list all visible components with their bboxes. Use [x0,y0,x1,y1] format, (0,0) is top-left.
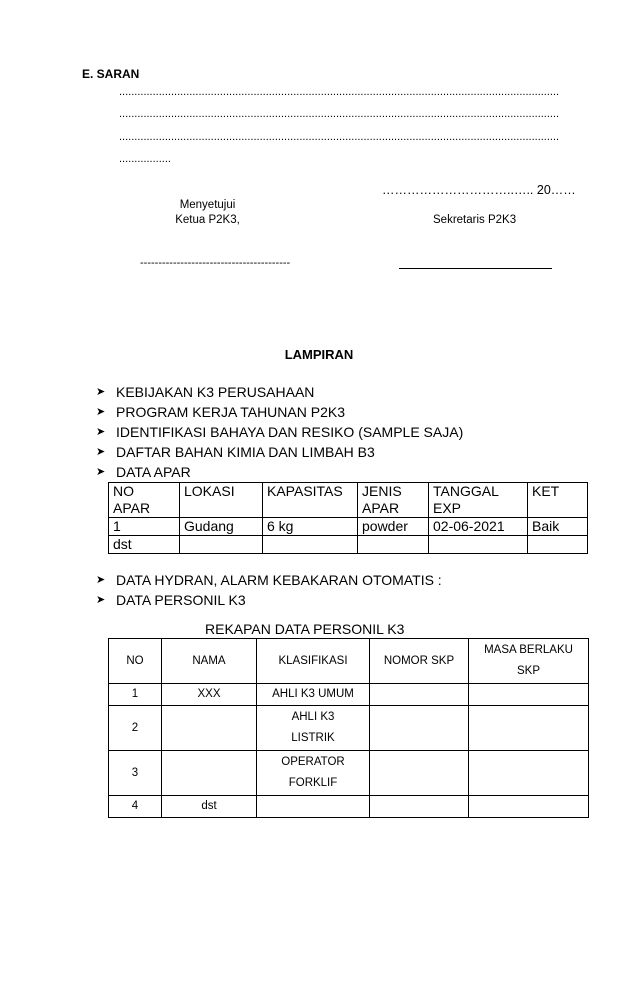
lampiran-list-bottom [96,570,442,610]
list-item: ➤ KEBIJAKAN K3 PERUSAHAAN [96,384,315,400]
table-row: 4 dst [109,796,589,818]
personil-table [108,638,589,818]
date-line: …………………………..….. 20…… [382,183,576,197]
arrow-bullet-icon: ➤ [96,574,106,586]
approve-label: Menyetujui [179,199,236,211]
signature-underline [399,268,552,269]
table-row: 1 Gudang 6 kg powder 02-06-2021 Baik [109,518,588,536]
header-cell: NO APAR [109,483,180,518]
header-cell: KAPASITAS [263,483,358,518]
header-cell: JENIS APAR [358,483,429,518]
table-row: 2 AHLI K3 LISTRIK [109,706,589,751]
header-cell: MASA BERLAKU SKP [469,639,589,684]
approval-block [120,198,295,228]
table-row: dst [109,536,588,554]
section-title-saran: E. SARAN [82,67,140,81]
arrow-bullet-icon: ➤ [96,594,106,606]
dotted-line-3: ................................................................................................................................................ [119,131,560,143]
table-row: 3 OPERATOR FORKLIF [109,751,589,796]
header-cell: LOKASI [180,483,263,518]
header-cell: KET [528,483,588,518]
secretary-label: Sekretaris P2K3 [433,214,517,226]
dotted-line-1: ................................................................................................................................................ [119,86,560,98]
list-item: ➤ DATA PERSONIL K3 [96,592,246,608]
dotted-line-4: ................. [119,153,171,165]
arrow-bullet-icon: ➤ [96,386,106,398]
arrow-bullet-icon: ➤ [96,466,106,478]
dotted-line-2: ................................................................................................................................................ [119,108,560,120]
table-header-row: NO NAMA KLASIFIKASI NOMOR SKP MASA BERLAKU SKP [109,639,589,684]
list-item: ➤ DATA HYDRAN, ALARM KEBAKARAN OTOMATIS : [96,572,442,588]
table-header-row [109,483,588,518]
arrow-bullet-icon: ➤ [96,446,106,458]
apar-table [108,482,588,554]
header-cell: TANGGAL EXP [429,483,528,518]
lampiran-title: LAMPIRAN [284,347,354,362]
personil-table-title: REKAPAN DATA PERSONIL K3 [205,621,405,637]
list-item: ➤ PROGRAM KERJA TAHUNAN P2K3 [96,404,345,420]
list-item: ➤ IDENTIFIKASI BAHAYA DAN RESIKO (SAMPLE SAJA) [96,424,464,440]
signature-dash-line: ----------------------------------------- [140,257,291,269]
list-item: ➤ DAFTAR BAHAN KIMIA DAN LIMBAH B3 [96,444,375,460]
approve-role: Ketua P2K3, [175,214,240,226]
lampiran-list-top [96,382,463,482]
list-item: ➤ DATA APAR [96,464,191,480]
arrow-bullet-icon: ➤ [96,406,106,418]
table-row: 1 XXX AHLI K3 UMUM [109,684,589,706]
arrow-bullet-icon: ➤ [96,426,106,438]
